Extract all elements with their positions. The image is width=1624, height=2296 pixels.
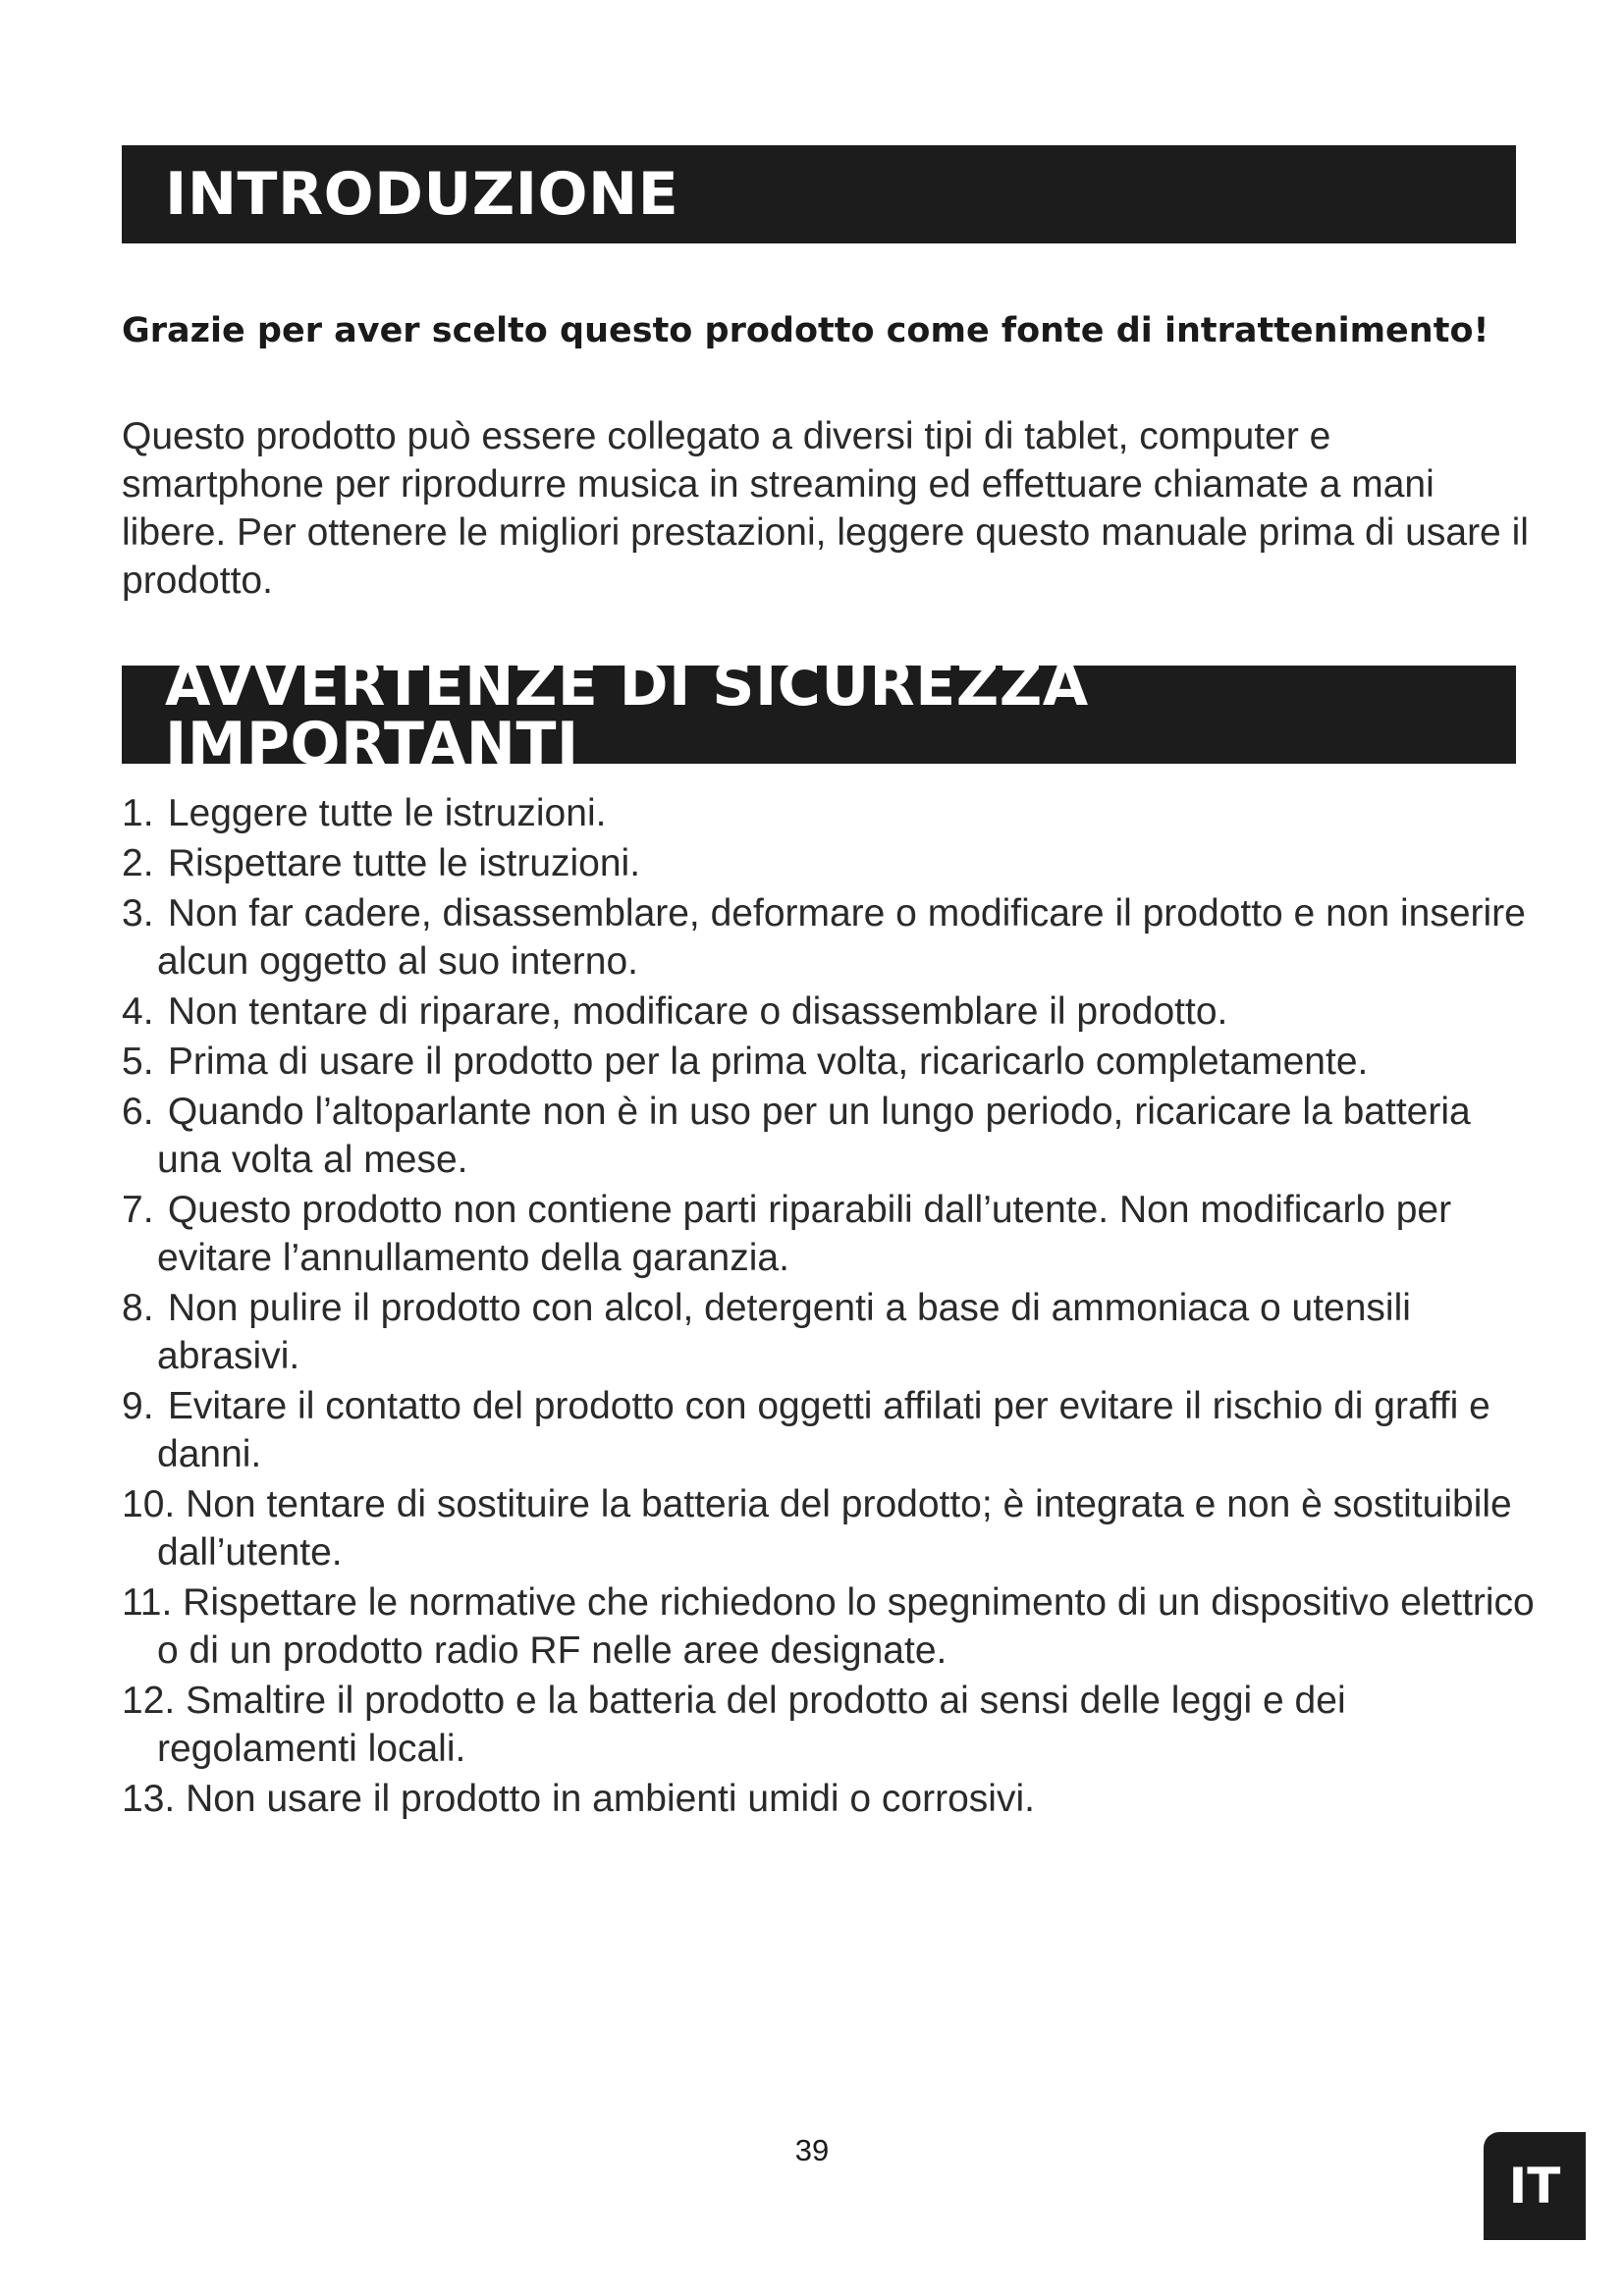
list-item-text: Non usare il prodotto in ambienti umidi o corrosivi. (186, 1778, 1035, 1820)
list-item (122, 1186, 1536, 1282)
intro-section-header (122, 145, 1516, 243)
list-item-text: Non tentare di sostituire la batteria del prodotto; è integrata e non è sostituibile dall’utente. (157, 1483, 1512, 1574)
list-item-text: Non tentare di riparare, modificare o disassemblare il prodotto. (167, 990, 1228, 1033)
intro-lead-text: Grazie per aver scelto questo prodotto come fonte di intrattenimento! (122, 311, 1489, 350)
list-item-number: 3. (122, 892, 154, 934)
list-item-number: 5. (122, 1041, 154, 1083)
list-item-text: Prima di usare il prodotto per la prima volta, ricaricarlo completamente. (167, 1041, 1369, 1083)
list-item-text: Leggere tutte le istruzioni. (167, 792, 607, 834)
list-item-number: 11. (122, 1581, 173, 1624)
list-item-number: 12. (122, 1680, 176, 1722)
list-item (122, 1088, 1536, 1184)
language-tab-label: IT (1508, 2158, 1561, 2215)
list-item-number: 6. (122, 1091, 154, 1133)
list-item (122, 1382, 1536, 1478)
intro-heading: INTRODUZIONE (165, 160, 679, 229)
list-item-number: 4. (122, 990, 154, 1033)
language-tab (1484, 2132, 1586, 2240)
list-item (122, 1284, 1536, 1380)
list-item-number: 2. (122, 842, 154, 884)
list-item-text: Non far cadere, disassemblare, deformare o modificare il prodotto e non inserire alcun oggetto al suo interno. (157, 892, 1526, 983)
list-item-number: 8. (122, 1287, 154, 1329)
safety-heading: AVVERTENZE DI SICUREZZA IMPORTANTI (165, 651, 1089, 778)
page-number: 39 (794, 2133, 830, 2167)
list-item-number: 10. (122, 1483, 176, 1525)
list-item (122, 1578, 1536, 1675)
list-item-text: Rispettare le normative che richiedono lo spegnimento di un dispositivo elettrico o di un prodotto radio RF nelle aree designate. (157, 1581, 1535, 1672)
list-item-number: 1. (122, 792, 154, 834)
safety-section-header (122, 651, 1516, 778)
list-item-number: 7. (122, 1189, 154, 1231)
list-item-text: Questo prodotto non contiene parti riparabili dall’utente. Non modificarlo per evitare l’annullamento della garanzia. (157, 1189, 1452, 1279)
list-item-text: Quando l’altoparlante non è in uso per un lungo periodo, ricaricare la batteria una volta al mese. (157, 1091, 1471, 1181)
list-item-number: 9. (122, 1385, 154, 1427)
list-item-text: Evitare il contatto del prodotto con oggetti affilati per evitare il rischio di graffi e danni. (157, 1385, 1490, 1475)
list-item (122, 988, 1536, 1036)
list-item-text: Smaltire il prodotto e la batteria del prodotto ai sensi delle leggi e dei regolamenti locali. (157, 1680, 1346, 1770)
list-item-text: Rispettare tutte le istruzioni. (167, 842, 641, 884)
list-item (122, 1775, 1536, 1823)
list-item (122, 1038, 1536, 1086)
list-item (122, 1480, 1536, 1576)
list-item (122, 839, 1536, 887)
list-item (122, 1677, 1536, 1773)
list-item-text: Non pulire il prodotto con alcol, detergenti a base di ammoniaca o utensili abrasivi. (157, 1287, 1411, 1377)
list-item (122, 889, 1536, 986)
intro-body-text: Questo prodotto può essere collegato a diversi tipi di tablet, computer e smartphone per riprodurre musica in streaming ed effettuare chiamate a mani libere. Per ottenere le migliori prestazioni, leggere questo manuale prima di usare il prodotto. (122, 415, 1529, 602)
list-item (122, 789, 1536, 837)
safety-warnings-list (122, 789, 1536, 1825)
list-item-number: 13. (122, 1778, 176, 1820)
